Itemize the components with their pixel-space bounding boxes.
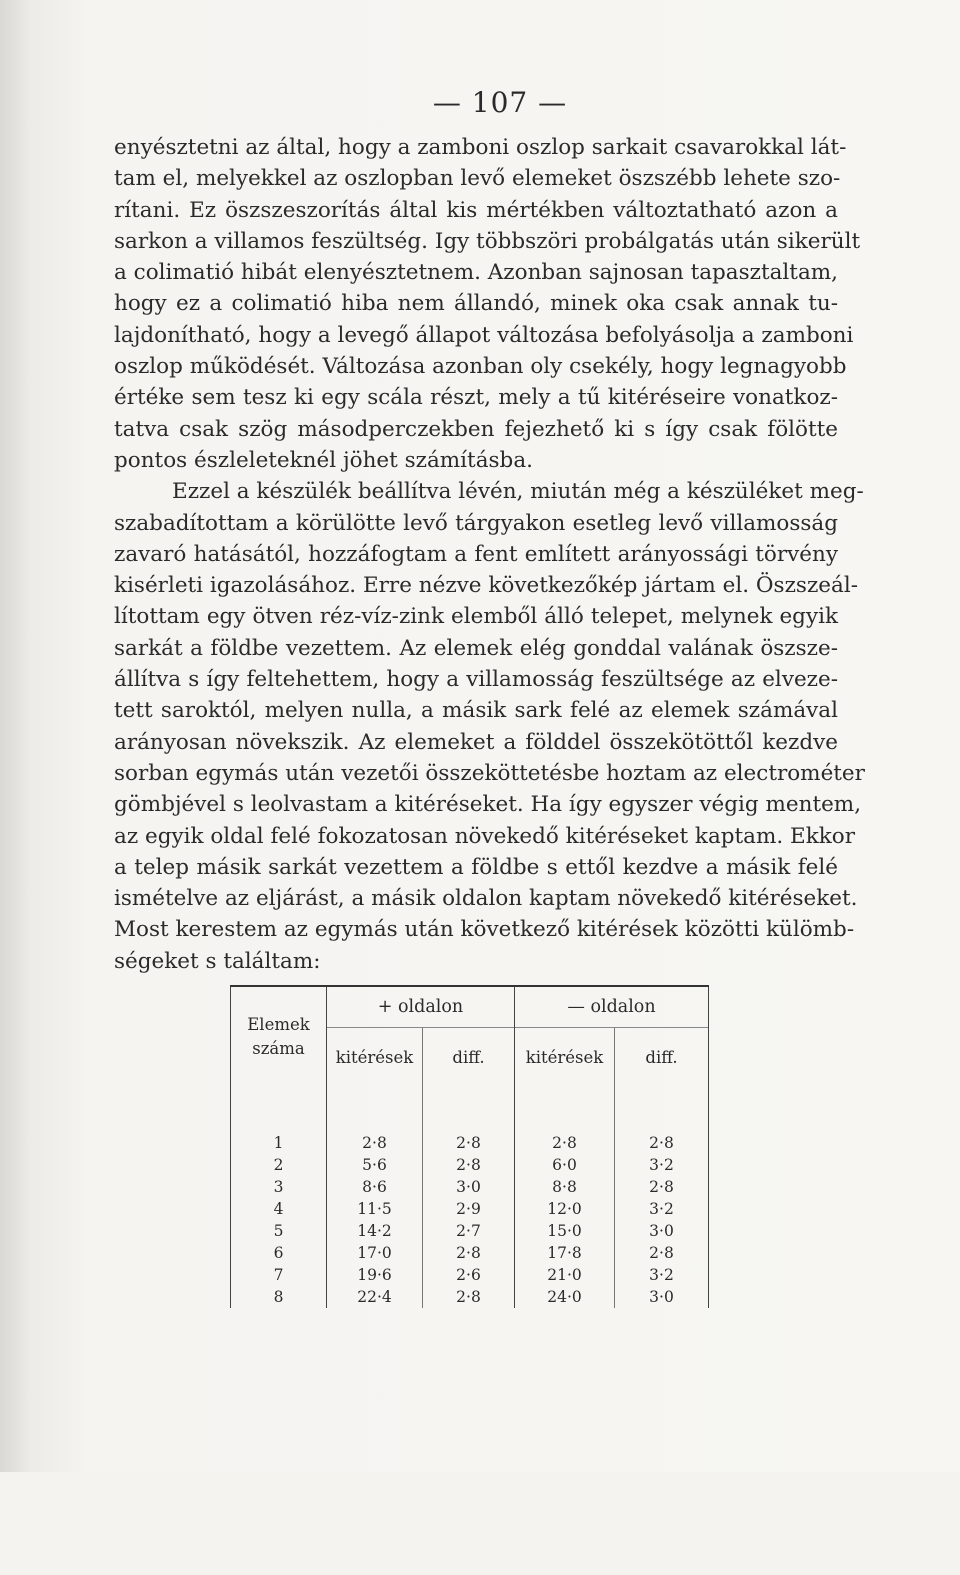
page-number: — 107 — (432, 86, 568, 119)
text-line: tett saroktól, melyen nulla, a másik sark felé az elemek számával (114, 698, 838, 724)
text-line: sarkon a villamos feszültség. Igy többszöri probálgatás után sikerült (114, 228, 861, 254)
table-row (231, 1220, 709, 1242)
cell-minus-deflection: 6·0 (515, 1154, 615, 1176)
minus-kiteresek-header: kitérések (515, 1028, 615, 1087)
cell-plus-diff: 2·7 (423, 1220, 515, 1242)
text-line: arányosan növekszik. Az elemeket a földdel összekötöttől kezdve (114, 729, 838, 755)
text-line: zavaró hatásától, hozzáfogtam a fent említett arányossági törvény (114, 541, 838, 567)
cell-elements: 4 (231, 1198, 327, 1220)
cell-elements: 1 (231, 1132, 327, 1154)
text-line: kisérleti igazolásához. Erre nézve következőkép jártam el. Öszszeál- (114, 573, 858, 599)
cell-minus-diff: 3·2 (615, 1264, 709, 1286)
cell-plus-diff: 2·8 (423, 1286, 515, 1308)
cell-elements: 7 (231, 1264, 327, 1286)
text-line: Most kerestem az egymás után következő kitérések közötti külömb- (114, 917, 855, 943)
minus-side-header: — oldalon (515, 986, 709, 1028)
corner-label-line1: Elemek (247, 1014, 310, 1034)
corner-label-line2: száma (252, 1038, 305, 1058)
cell-plus-diff: 2·9 (423, 1198, 515, 1220)
paragraph-2 (114, 476, 865, 977)
cell-plus-diff: 2·8 (423, 1154, 515, 1176)
cell-minus-deflection: 17·8 (515, 1242, 615, 1264)
table-row (231, 1286, 709, 1308)
plus-kiteresek-header: kitérések (327, 1028, 423, 1087)
cell-minus-diff: 3·2 (615, 1154, 709, 1176)
deflection-table (230, 985, 708, 1575)
minus-diff-header: diff. (615, 1028, 709, 1087)
text-line: tatva csak szög másodperczekben fejezhető ki s így csak fölötte (114, 416, 838, 442)
cell-minus-diff: 3·2 (615, 1198, 709, 1220)
text-line: értéke sem tesz ki egy scála részt, mely a tű kitéréseire vonatkoz- (114, 385, 838, 411)
cell-minus-diff: 2·8 (615, 1132, 709, 1154)
body-text (114, 132, 865, 977)
cell-minus-diff: 3·0 (615, 1220, 709, 1242)
text-line: ismételve az eljárást, a másik oldalon kaptam növekedő kitéréseket. (114, 886, 858, 912)
cell-plus-deflection: 17·0 (327, 1242, 423, 1264)
cell-plus-diff: 2·6 (423, 1264, 515, 1286)
text-line: oszlop működését. Változása azonban oly csekély, hogy legnagyobb (114, 354, 847, 380)
corner-header (231, 986, 327, 1086)
text-line: pontos észleleteknél jöhet számításba. (114, 447, 533, 473)
table-row (231, 1132, 709, 1154)
cell-minus-deflection: 21·0 (515, 1264, 615, 1286)
cell-elements: 2 (231, 1154, 327, 1176)
text-line: a telep másik sarkát vezettem a földbe s ettől kezdve a másik felé (114, 854, 838, 880)
plus-side-header: + oldalon (327, 986, 515, 1028)
cell-minus-deflection: 2·8 (515, 1132, 615, 1154)
text-line: sorban egymás után vezetői összeköttetésbe hoztam az electrométer (114, 760, 865, 786)
cell-minus-deflection: 8·8 (515, 1176, 615, 1198)
text-line: lítottam egy ötven réz-víz-zink elemből álló telepet, melynek egyik (114, 604, 838, 630)
text-line: gömbjével s leolvastam a kitéréseket. Ha így egyszer végig mentem, (114, 792, 862, 818)
cell-plus-diff: 3·0 (423, 1176, 515, 1198)
text-line: tam el, melyekkel az oszlopban levő elemeket öszszébb lehete szo- (114, 166, 841, 192)
text-line: szabadítottam a körülötte levő tárgyakon esetleg levő villamosság (114, 510, 838, 536)
text-line: ségeket s találtam: (114, 948, 321, 974)
cell-plus-deflection: 22·4 (327, 1286, 423, 1308)
cell-elements: 5 (231, 1220, 327, 1242)
cell-minus-diff: 3·0 (615, 1286, 709, 1308)
text-line: rítani. Ez öszszeszorítás által kis mértékben változtatható azon a (114, 197, 838, 223)
cell-plus-deflection: 8·6 (327, 1176, 423, 1198)
paragraph-1 (114, 132, 861, 476)
cell-plus-deflection: 19·6 (327, 1264, 423, 1286)
cell-plus-deflection: 2·8 (327, 1132, 423, 1154)
text-line: állítva s így feltehettem, hogy a villamosság feszültsége az elveze- (114, 667, 838, 693)
cell-plus-diff: 2·8 (423, 1132, 515, 1154)
cell-elements: 6 (231, 1242, 327, 1264)
cell-minus-diff: 2·8 (615, 1242, 709, 1264)
table-row (231, 1242, 709, 1264)
cell-plus-deflection: 11·5 (327, 1198, 423, 1220)
plus-diff-header: diff. (423, 1028, 515, 1087)
cell-minus-deflection: 15·0 (515, 1220, 615, 1242)
cell-minus-diff: 2·8 (615, 1176, 709, 1198)
text-line: lajdonítható, hogy a levegő állapot változása befolyásolja a zamboni (114, 322, 854, 348)
cell-minus-deflection: 12·0 (515, 1198, 615, 1220)
table-row (231, 1154, 709, 1176)
table-row (231, 1264, 709, 1286)
text-line: sarkát a földbe vezettem. Az elemek elég gonddal valának öszsze- (114, 635, 838, 661)
text-line: hogy ez a colimatió hiba nem állandó, minek oka csak annak tu- (114, 291, 838, 317)
text-line: a colimatió hibát elenyésztetnem. Azonban sajnosan tapasztaltam, (114, 260, 838, 286)
text-line: Ezzel a készülék beállítva lévén, miután még a készüléket meg- (172, 479, 864, 505)
cell-elements: 3 (231, 1176, 327, 1198)
cell-elements: 8 (231, 1286, 327, 1308)
text-line: enyésztetni az által, hogy a zamboni oszlop sarkait csavarokkal lát- (114, 135, 847, 160)
table-row (231, 1176, 709, 1198)
cell-plus-diff: 2·8 (423, 1242, 515, 1264)
cell-plus-deflection: 5·6 (327, 1154, 423, 1176)
text-line: az egyik oldal felé fokozatosan növekedő kitéréseket kaptam. Ekkor (114, 823, 856, 849)
cell-minus-deflection: 24·0 (515, 1286, 615, 1308)
table-row (231, 1198, 709, 1220)
cell-plus-deflection: 14·2 (327, 1220, 423, 1242)
